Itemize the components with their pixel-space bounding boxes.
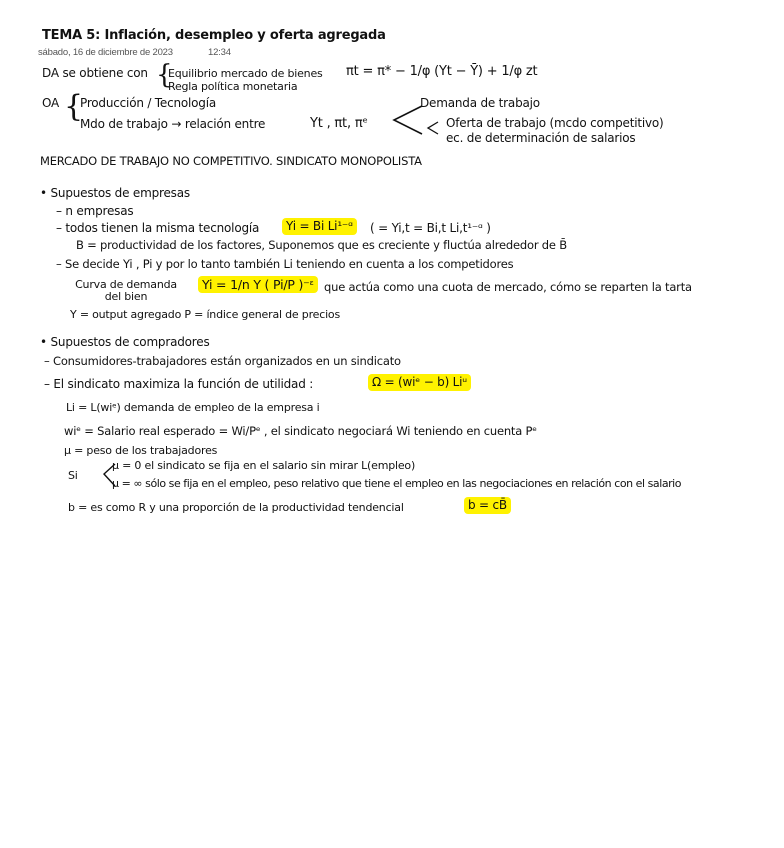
page-title: TEMA 5: Inflación, desempleo y oferta agregada bbox=[42, 28, 386, 43]
firms-line-1: – n empresas bbox=[56, 204, 134, 218]
note-date: sábado, 16 de diciembre de 2023 bbox=[38, 47, 173, 58]
buyers-heading: • Supuestos de compradores bbox=[40, 335, 210, 349]
firms-line-3: B = productividad de los factores, Suponemos que es creciente y fluctúa alrededor de B̄ bbox=[76, 238, 567, 252]
oa-brace: { bbox=[64, 89, 84, 124]
da-brace: { bbox=[156, 60, 173, 90]
buyers-line-1: – Consumidores-trabajadores están organizados en un sindicato bbox=[44, 354, 401, 368]
oa-label: OA bbox=[42, 96, 60, 110]
da-equation: πt = π* − 1/φ (Yt − Ȳ) + 1/φ zt bbox=[346, 64, 538, 79]
oa-item-1: Producción / Tecnología bbox=[80, 96, 217, 110]
b-definition: b = cB̄ bbox=[464, 497, 511, 514]
oa-outcome-1: Demanda de trabajo bbox=[420, 96, 540, 110]
cases-si-label: Si bbox=[68, 469, 78, 482]
case-mu-infinite: μ = ∞ sólo se fija en el empleo, peso relativo que tiene el empleo en las negociaciones en relación con el salario bbox=[112, 477, 682, 490]
buyers-line-2: – El sindicato maximiza la función de utilidad : bbox=[44, 377, 314, 391]
buyers-line-3: Li = L(wiᵉ) demanda de empleo de la empresa i bbox=[66, 401, 320, 414]
firms-production-function-t: ( = Yi,t = Bi,t Li,t¹⁻ᵅ ) bbox=[370, 221, 491, 235]
firms-demand-label: Curva de demanda del bien bbox=[75, 278, 177, 303]
firms-line-6: Y = output agregado P = índice general de precios bbox=[70, 308, 340, 321]
small-fork-icon bbox=[428, 122, 438, 134]
buyers-line-5: μ = peso de los trabajadores bbox=[64, 444, 218, 457]
oa-outcome-3: ec. de determinación de salarios bbox=[446, 131, 636, 145]
union-utility-function: Ω = (wiᵉ − b) Liᵘ bbox=[368, 374, 471, 391]
case-mu-zero: μ = 0 el sindicato se fija en el salario sin mirar L(empleo) bbox=[112, 459, 416, 472]
firms-heading: • Supuestos de empresas bbox=[40, 186, 190, 200]
oa-outcome-2: Oferta de trabajo (mcdo competitivo) bbox=[446, 116, 664, 130]
note-time: 12:34 bbox=[208, 47, 231, 58]
oa-vars: Yt , πt, πᵉ bbox=[310, 116, 368, 131]
buyers-line-4: wiᵉ = Salario real esperado = Wi/Pᵉ , el sindicato negociará Wi teniendo en cuenta Pᵉ bbox=[64, 424, 537, 438]
oa-item-2: Mdo de trabajo → relación entre bbox=[80, 117, 266, 131]
section-title: MERCADO DE TRABAJO NO COMPETITIVO. SINDICATO MONOPOLISTA bbox=[40, 154, 422, 168]
firms-demand-note: que actúa como una cuota de mercado, cómo se reparten la tarta bbox=[324, 280, 692, 294]
buyers-line-6: b = es como R y una proporción de la productividad tendencial bbox=[68, 501, 404, 514]
firms-production-function: Yi = Bi Li¹⁻ᵅ bbox=[282, 218, 357, 235]
firms-demand-curve: Yi = 1/n Y ( Pi/P )⁻ᵋ bbox=[198, 276, 318, 293]
fork-arrow-icon bbox=[394, 106, 422, 134]
da-item-2: Regla política monetaria bbox=[168, 80, 298, 93]
da-label: DA se obtiene con bbox=[42, 66, 148, 80]
firms-line-2: – todos tienen la misma tecnología bbox=[56, 221, 260, 235]
da-item-1: Equilibrio mercado de bienes bbox=[168, 67, 323, 80]
firms-line-4: – Se decide Yi , Pi y por lo tanto también Li teniendo en cuenta a los competidores bbox=[56, 257, 514, 271]
